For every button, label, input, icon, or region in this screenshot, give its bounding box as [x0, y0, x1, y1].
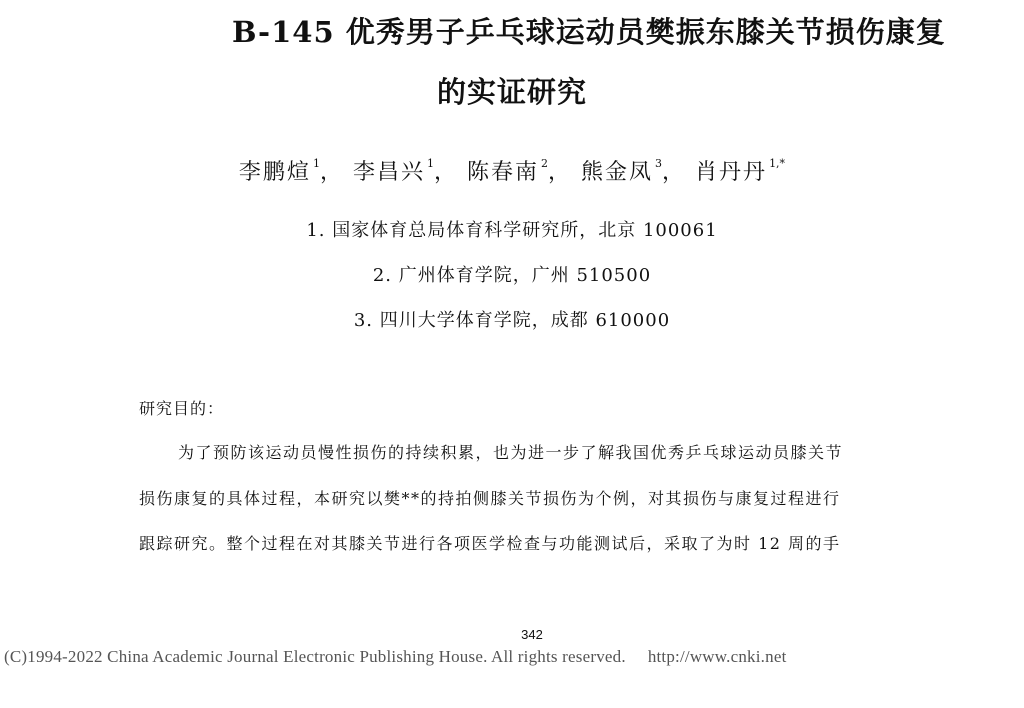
copyright-text: (C)1994-2022 China Academic Journal Electronic Publishing House. All rights reserved.	[4, 647, 626, 666]
author-name: 陈春南	[466, 160, 539, 185]
section-heading: 研究目的：	[139, 399, 225, 418]
author-affiliation-marker: 1,*	[769, 157, 786, 170]
author-affiliation-marker: 1	[312, 157, 320, 170]
copyright-footer	[4, 647, 787, 667]
paragraph-line: 跟踪研究。整个过程在对其膝关节进行各项医学检查与功能测试后，采取了为时 12 周的手	[139, 534, 841, 553]
author-affiliation-marker: 3	[655, 157, 663, 170]
author-list	[0, 155, 1024, 186]
author-affiliation-marker: 2	[541, 157, 548, 170]
paragraph-line: 为了预防该运动员慢性损伤的持续积累，也为进一步了解我国优秀乒乓球运动员膝关节	[178, 443, 844, 462]
author-separator: ，	[433, 160, 458, 185]
paper-title-line-1: B-145 优秀男子乒乓球运动员樊振东膝关节损伤康复	[232, 15, 946, 49]
paper-title-line-2: 的实证研究	[436, 75, 587, 109]
page-number: 342	[521, 627, 543, 642]
author-name: 李昌兴	[352, 160, 425, 185]
paragraph-line: 损伤康复的具体过程，本研究以樊**的持拍侧膝关节损伤为个例，对其损伤与康复过程进行	[139, 489, 841, 508]
author-name: 肖丹丹	[695, 160, 768, 185]
author-separator: ，	[319, 160, 344, 185]
author-name: 熊金凤	[581, 160, 654, 185]
affiliation-3: 3. 四川大学体育学院，成都 610000	[353, 310, 671, 331]
author-name: 李鹏煊	[238, 160, 311, 185]
author-affiliation-marker: 1	[426, 157, 434, 170]
affiliation-2: 2. 广州体育学院，广州 510500	[372, 265, 652, 286]
author-separator: ，	[548, 160, 573, 185]
footer-url: http://www.cnki.net	[647, 647, 787, 666]
author-separator: ，	[662, 160, 687, 185]
affiliation-1: 1. 国家体育总局体育科学研究所，北京 100061	[306, 220, 718, 241]
